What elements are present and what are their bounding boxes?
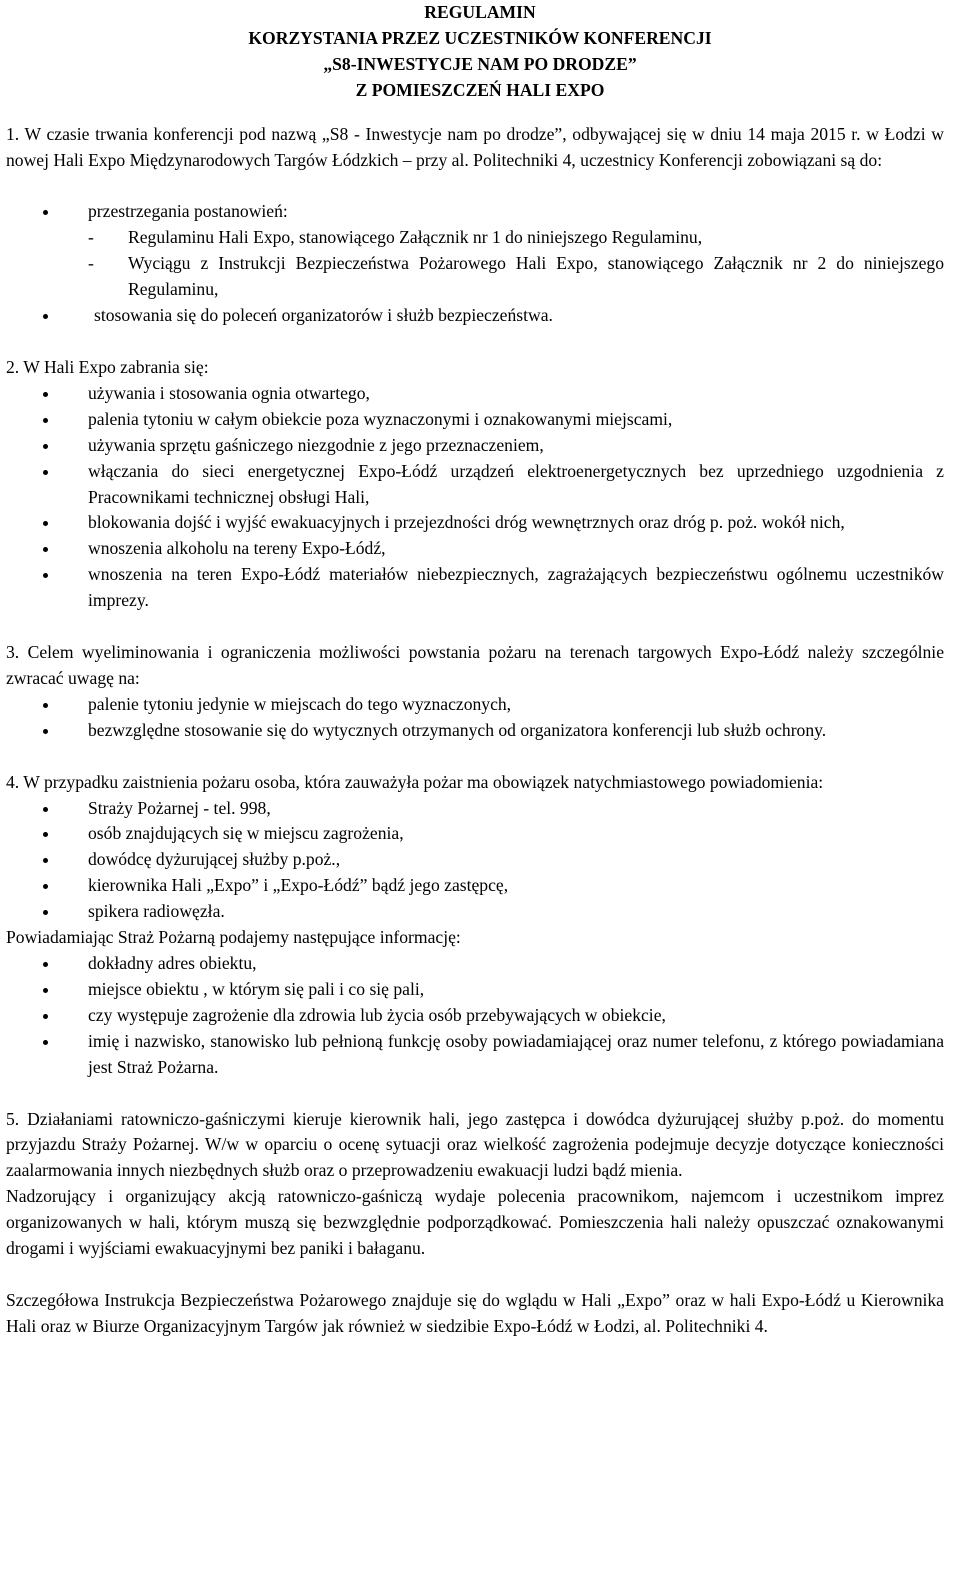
section-1-list xyxy=(6,199,944,225)
section-3 xyxy=(6,640,944,744)
list-item: używania i stosowania ognia otwartego, xyxy=(6,381,944,407)
section-2-list xyxy=(6,381,944,614)
dash-item: - Wyciągu z Instrukcji Bezpieczeństwa Pożarowego Hali Expo, stanowiącego Załącznik nr 2 do niniejszego Regulaminu, xyxy=(6,251,944,303)
list-item: dokładny adres obiektu, xyxy=(6,951,944,977)
section-5 xyxy=(6,1107,944,1262)
list-item: dowódcę dyżurującej służby p.poż., xyxy=(6,847,944,873)
dash-item: - Regulaminu Hali Expo, stanowiącego Załącznik nr 1 do niniejszego Regulaminu, xyxy=(6,225,944,251)
section-4-info-list xyxy=(6,951,944,1081)
section-2 xyxy=(6,355,944,614)
section-4-intro: 4. W przypadku zaistnienia pożaru osoba, która zauważyła pożar ma obowiązek natychmiastowego powiadomienia: xyxy=(6,771,824,792)
list-item: imię i nazwisko, stanowisko lub pełnioną funkcję osoby powiadamiającej oraz numer telefonu, z którego powiadamiana jest Straż Pożarna. xyxy=(6,1029,944,1081)
section-5-paragraph-1: 5. Działaniami ratowniczo-gaśniczymi kieruje kierownik hali, jego zastępca i dowódca dyżurującej służby p.poż. do momentu przyjazdu Straży Pożarnej. W/w w oparciu o ocenę sytuacji oraz wielkość zagrożenia podejmuje decyzje dotyczące konieczności zaalarmowania innych niezbędnych służb oraz o przeprowadzeniu ewakuacji ludzi bądź mienia. xyxy=(6,1108,944,1181)
list-item: palenia tytoniu w całym obiekcie poza wyznaczonymi i oznakowanymi miejscami, xyxy=(6,407,944,433)
list-item: stosowania się do poleceń organizatorów i służb bezpieczeństwa. xyxy=(6,303,944,329)
list-item: Straży Pożarnej - tel. 998, xyxy=(6,796,944,822)
section-5-paragraph-2: Nadzorujący i organizujący akcją ratowniczo-gaśniczą wydaje polecenia pracownikom, najemcom i uczestnikom imprez organizowanych w hali, którym muszą się bezwzględnie podporządkować. Pomieszczenia hali należy opuszczać oznakowanymi drogami i wyjściami ewakuacyjnymi bez paniki i bałaganu. xyxy=(6,1186,944,1259)
list-item: blokowania dojść i wyjść ewakuacyjnych i przejezdności dróg wewnętrznych oraz dróg p. poż. wokół nich, xyxy=(6,510,944,536)
header-line-1: REGULAMIN xyxy=(424,2,536,22)
section-1-dash-list xyxy=(6,225,944,303)
section-3-intro: 3. Celem wyeliminowania i ograniczenia możliwości powstania pożaru na terenach targowych Expo-Łódź należy szczególnie zwracać uwagę na: xyxy=(6,642,944,688)
section-4-list xyxy=(6,796,944,926)
list-item: wnoszenia na teren Expo-Łódź materiałów niebezpiecznych, zagrażających bezpieczeństwu ogólnemu uczestników imprezy. xyxy=(6,562,944,614)
list-item: palenie tytoniu jedynie w miejscach do tego wyznaczonych, xyxy=(6,692,944,718)
document-header xyxy=(16,0,944,104)
section-4-info-intro: Powiadamiając Straż Pożarną podajemy następujące informację: xyxy=(6,927,461,948)
header-line-4: Z POMIESZCZEŃ HALI EXPO xyxy=(355,79,605,100)
list-item: kierownika Hali „Expo” i „Expo-Łódź” bądź jego zastępcę, xyxy=(6,873,944,899)
footer-paragraph: Szczegółowa Instrukcja Bezpieczeństwa Pożarowego znajduje się do wglądu w Hali „Expo” oraz w hali Expo-Łódź u Kierownika Hali oraz w Biurze Organizacyjnym Targów jak również w siedzibie Expo-Łódź w Łodzi, al. Politechniki 4. xyxy=(6,1289,944,1336)
header-line-2: KORZYSTANIA PRZEZ UCZESTNIKÓW KONFERENCJI xyxy=(248,27,712,48)
list-item: używania sprzętu gaśniczego niezgodnie z jego przeznaczeniem, xyxy=(6,433,944,459)
list-item-text: przestrzegania postanowień: xyxy=(88,201,288,222)
section-1-intro: 1. W czasie trwania konferencji pod nazwą „S8 - Inwestycje nam po drodze”, odbywającej się w dniu 14 maja 2015 r. w Łodzi w nowej Hali Expo Międzynarodowych Targów Łódzkich – przy al. Politechniki 4, uczestnicy Konferencji zobowiązani są do: xyxy=(6,123,944,170)
list-item: włączania do sieci energetycznej Expo-Łódź urządzeń elektroenergetycznych bez uprzedniego uzgodnienia z Pracownikami technicznej obsługi Hali, xyxy=(6,459,944,511)
list-item: miejsce obiektu , w którym się pali i co się pali, xyxy=(6,977,944,1003)
list-item: bezwzględne stosowanie się do wytycznych otrzymanych od organizatora konferencji lub służb ochrony. xyxy=(6,718,944,744)
section-1 xyxy=(6,122,944,329)
header-line-3: „S8-INWESTYCJE NAM PO DRODZE” xyxy=(323,53,637,74)
list-item: wnoszenia alkoholu na tereny Expo-Łódź, xyxy=(6,536,944,562)
list-item xyxy=(6,199,944,225)
section-2-intro: 2. W Hali Expo zabrania się: xyxy=(6,356,209,377)
list-item: osób znajdujących się w miejscu zagrożenia, xyxy=(6,821,944,847)
list-item: spikera radiowęzła. xyxy=(6,899,944,925)
section-4 xyxy=(6,770,944,1081)
list-item: czy występuje zagrożenie dla zdrowia lub życia osób przebywających w obiekcie, xyxy=(6,1003,944,1029)
section-1-list-2 xyxy=(6,303,944,329)
section-3-list xyxy=(6,692,944,744)
